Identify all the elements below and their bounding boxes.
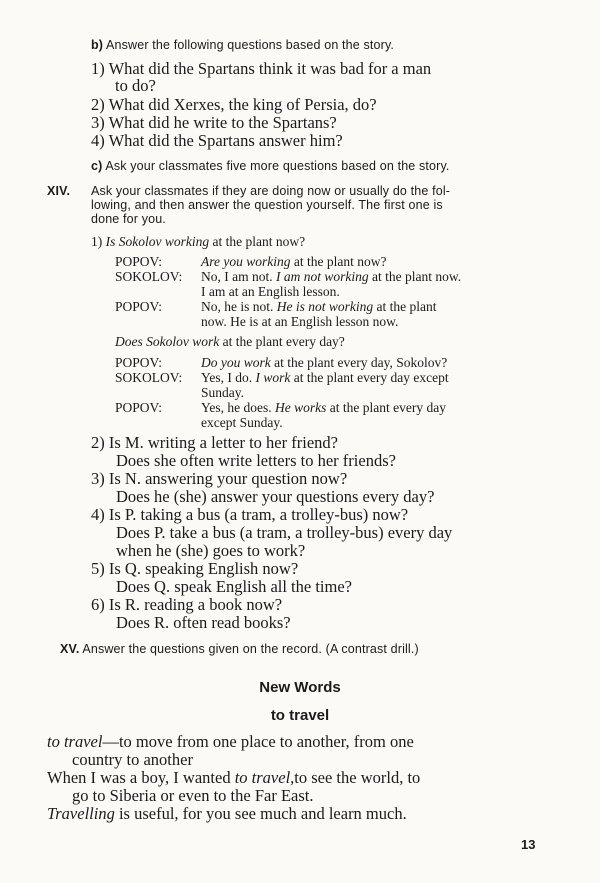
example-sentence-1: [47, 768, 420, 788]
exercise-xv-number: XV.: [60, 642, 80, 656]
example-sentence-2: [47, 804, 407, 824]
item-text: Is R. reading a book now?: [108, 595, 283, 614]
item-text: Is Q. speaking English now?: [108, 559, 299, 578]
dialogue-speaker: POPOV:: [115, 254, 163, 269]
example-rest: at the plant every day?: [222, 334, 345, 349]
question-4: [91, 131, 343, 151]
example-italic: Is Sokolov working: [105, 234, 210, 249]
exercise-xiv-instruction-2: lowing, and then answer the question yourself. The first one is: [91, 198, 443, 212]
exercise-xv: [60, 642, 419, 656]
list-item: [91, 559, 298, 579]
dialogue-line-cont: except Sunday.: [201, 415, 283, 430]
dialogue-line: [201, 355, 447, 371]
dialogue-italic: I work: [255, 370, 291, 385]
new-words-heading: New Words: [259, 679, 341, 696]
dialogue-italic: He is not working: [276, 299, 374, 314]
dialogue-speaker: POPOV:: [115, 299, 163, 314]
example-pre: When I was a boy, I wanted: [47, 768, 231, 787]
dialogue-text: at the plant now?: [293, 254, 387, 269]
question-number: 4): [91, 131, 105, 150]
dialogue-text: at the plant: [376, 299, 437, 314]
question-text: What did Xerxes, the king of Persia, do?: [108, 95, 377, 114]
section-b-text: Answer the following questions based on the story.: [106, 38, 395, 52]
dialogue-speaker: POPOV:: [115, 400, 163, 415]
list-item: [91, 595, 282, 615]
dialogue-speaker: SOKOLOV:: [115, 370, 183, 385]
exercise-xiv-instruction-3: done for you.: [91, 212, 166, 226]
dialogue-line: [201, 400, 446, 416]
dialogue-italic: Are you working: [201, 254, 291, 269]
exercise-xiv-instruction-1: Ask your classmates if they are doing now or usually do the fol-: [91, 184, 451, 198]
question-text: What did the Spartans answer him?: [108, 131, 343, 150]
item-number: 6): [91, 595, 105, 614]
dialogue-pre: Yes, I do.: [201, 370, 253, 385]
page-number: 13: [521, 837, 536, 852]
item-line: when he (she) goes to work?: [116, 541, 306, 560]
dialogue-speaker: SOKOLOV:: [115, 269, 183, 284]
dialogue-pre: Yes, he does.: [201, 400, 272, 415]
dialogue-pre: No, he is not.: [201, 299, 274, 314]
dialogue-pre: No, I am not.: [201, 269, 273, 284]
section-c-letter: c): [91, 159, 103, 173]
example-italic: Does Sokolov work: [115, 334, 220, 349]
item-number: 5): [91, 559, 105, 578]
dialogue-italic: He works: [275, 400, 327, 415]
dialogue-text: at the plant every day, Sokolov?: [274, 355, 448, 370]
question-number: 2): [91, 95, 105, 114]
dialogue-text: at the plant every day except: [293, 370, 449, 385]
item-number: 3): [91, 469, 105, 488]
item-text: Is M. writing a letter to her friend?: [108, 433, 338, 452]
dialogue-line-cont: Sunday.: [201, 385, 244, 400]
example-italic: to travel,: [234, 768, 295, 787]
item-line: Does P. take a bus (a tram, a trolley-bus) every day: [116, 523, 453, 542]
example-rest: at the plant now?: [212, 234, 306, 249]
list-item: [91, 469, 347, 489]
example-2-question: [115, 334, 345, 350]
question-1-cont: to do?: [115, 76, 156, 95]
example-italic: Travelling: [47, 804, 115, 823]
item-number: 4): [91, 505, 105, 524]
dialogue-line-cont: now. He is at an English lesson now.: [201, 314, 399, 329]
example-post: to see the world, to: [294, 768, 421, 787]
example-post: is useful, for you see much and learn much.: [118, 804, 407, 823]
question-2: [91, 95, 377, 115]
dialogue-text: at the plant every day: [329, 400, 446, 415]
definition-cont: country to another: [72, 750, 193, 769]
item-number: 2): [91, 433, 105, 452]
item-line: Does R. often read books?: [116, 613, 291, 632]
new-words-subheading: to travel: [270, 707, 330, 724]
list-item: [91, 433, 338, 453]
question-text: What did the Spartans think it was bad for a man: [108, 59, 432, 78]
dialogue-line: [201, 370, 449, 386]
item-line: Does Q. speak English all the time?: [116, 577, 352, 596]
list-item: [91, 505, 408, 525]
question-number: 3): [91, 113, 105, 132]
question-text: What did he write to the Spartans?: [108, 113, 337, 132]
dialogue-line: [201, 299, 436, 315]
dialogue-italic: Do you work: [201, 355, 271, 370]
item-line: Does he (she) answer your questions every day?: [116, 487, 435, 506]
definition-term: to travel: [47, 732, 103, 751]
dialogue-speaker: POPOV:: [115, 355, 163, 370]
definition: [47, 732, 414, 752]
definition-dash: —: [102, 732, 119, 751]
section-c-text: Ask your classmates five more questions based on the story.: [105, 159, 450, 173]
question-number: 1): [91, 59, 105, 78]
section-c-instruction: [91, 159, 450, 173]
example-sentence-1-cont: go to Siberia or even to the Far East.: [72, 786, 314, 805]
item-text: Is N. answering your question now?: [108, 469, 348, 488]
definition-text: to move from one place to another, from one: [118, 732, 414, 751]
item-text: Is P. taking a bus (a tram, a trolley-bus) now?: [108, 505, 409, 524]
section-b-instruction: [91, 38, 394, 52]
question-3: [91, 113, 337, 133]
exercise-xv-instruction: Answer the questions given on the record. (A contrast drill.): [82, 642, 419, 656]
dialogue-text: at the plant now.: [372, 269, 462, 284]
example-1-question: [91, 234, 305, 250]
section-b-letter: b): [91, 38, 104, 52]
item-line: Does she often write letters to her friends?: [116, 451, 396, 470]
dialogue-line-cont: I am at an English lesson.: [201, 284, 340, 299]
example-number: 1): [91, 234, 103, 249]
dialogue-line: [201, 269, 461, 285]
dialogue-line: [201, 254, 386, 270]
dialogue-italic: I am not working: [276, 269, 369, 284]
exercise-xiv-number: XIV.: [47, 184, 71, 198]
